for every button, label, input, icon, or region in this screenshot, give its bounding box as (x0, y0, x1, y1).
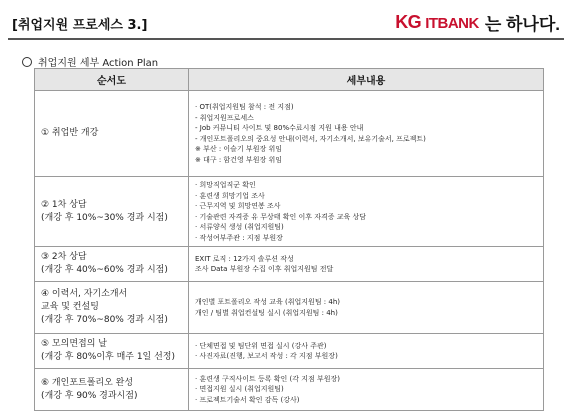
table-body (35, 91, 544, 411)
brand-tagline: 는 하나다. (484, 15, 560, 34)
detail-line: · 사진자료(진행, 보고서 작성 : 각 지점 부원장) (195, 352, 338, 360)
stage-text: (개강 후 40%~60% 경과 시점) (41, 265, 168, 275)
stage-cell (35, 247, 189, 282)
detail-line: 조사 Data 부원장 수집 이후 취업지원팀 전달 (195, 265, 334, 273)
detail-line: · 훈련생 희망기업 조사 (195, 191, 265, 200)
detail-line: - 개인포트폴리오의 중요성 안내(이력서, 자기소개서, 보유기술서, 프로젝트) (195, 134, 426, 143)
detail-line: · 기술관련 자격증 유 무상태 확인 이후 자격증 교육 상담 (195, 212, 367, 221)
logo-kg: KG (395, 12, 422, 32)
stage-text: ⑤ 모의면접의 날 (41, 339, 107, 349)
stage-text: (개강 후 70%~80% 경과 시점) (41, 315, 168, 325)
section-heading (22, 54, 158, 69)
logo-itbank: ITBANK (425, 15, 479, 32)
table-row (35, 91, 544, 177)
stage-text: (개강 후 90% 경과시점) (41, 390, 138, 401)
section-title: 취업지원 세부 Action Plan (38, 58, 159, 69)
stage-cell (35, 369, 189, 411)
detail-cell (189, 369, 544, 411)
page-title: [취업지원 프로세스 3.] (12, 18, 148, 33)
stage-text: ③ 2차 상담 (41, 252, 87, 262)
detail-line: - Job 커뮤니티 사이트 및 80%수료시점 지원 내용 안내 (195, 124, 364, 132)
detail-line: · 훈련생 구직사이트 등록 확인 (각 지점 부원장) (195, 374, 340, 383)
action-plan-table (34, 68, 544, 411)
detail-line: · 작성여부주관 : 지점 부원장 (195, 233, 283, 242)
detail-line: · 단체면접 및 팀단위 면접 실시 (강사 주관) (195, 341, 327, 350)
detail-line: · 면접지원 실시 (취업지원팀) (195, 385, 284, 394)
stage-text: ④ 이력서, 자기소개서 (41, 289, 128, 299)
detail-cell (189, 247, 544, 282)
stage-text: ① 취업반 개강 (41, 128, 99, 138)
table-row (35, 177, 544, 247)
brand-logo (395, 10, 560, 35)
detail-line: EXIT 로직 : 12가지 솔루션 작성 (195, 254, 294, 263)
detail-cell (189, 334, 544, 369)
detail-line: - 취업지원프로세스 (195, 113, 254, 122)
stage-text: (개강 후 10%~30% 경과 시점) (41, 212, 168, 223)
page-header (0, 0, 572, 48)
stage-cell (35, 177, 189, 247)
detail-line: 개인별 포트폴리오 작성 교육 (취업지원팀 : 4h) (195, 298, 341, 306)
detail-line: · 서류양식 생성 (취업지원팀) (195, 223, 284, 231)
stage-text: (개강 후 80%이후 매주 1일 선정) (41, 352, 175, 362)
table-row (35, 369, 544, 411)
table-row (35, 334, 544, 369)
detail-line: · OT(취업지원팀 참석 : 전 지점) (195, 103, 294, 111)
detail-line: ※ 부산 : 이슬기 부원장 위임 (195, 145, 282, 153)
detail-cell (189, 91, 544, 177)
stage-cell (35, 334, 189, 369)
stage-cell (35, 282, 189, 334)
detail-line: · 근무지역 및 희망연봉 조사 (195, 202, 281, 210)
stage-text: ② 1차 상담 (41, 199, 87, 210)
detail-line: ※ 대구 : 함건영 부원장 위임 (195, 155, 282, 164)
table-row (35, 282, 544, 334)
detail-line: · 희망직업직군 확인 (195, 181, 256, 189)
stage-cell (35, 91, 189, 177)
detail-line: · 프로젝트기술서 확인 감독 (강사) (195, 395, 300, 404)
detail-line: 개인 / 팀별 취업컨설팅 실시 (취업지원팀 : 4h) (195, 308, 338, 317)
kg-itbank-logo (395, 12, 479, 33)
table-header-row (35, 69, 544, 91)
table-row (35, 247, 544, 282)
column-header-order: 순서도 (35, 69, 189, 91)
column-header-details: 세부내용 (189, 69, 544, 91)
detail-cell (189, 282, 544, 334)
detail-cell (189, 177, 544, 247)
circle-bullet-icon (22, 57, 32, 67)
stage-text: ⑥ 개인포트폴리오 완성 (41, 377, 134, 388)
header-divider (8, 38, 564, 40)
stage-text: 교육 및 컨설팅 (41, 302, 99, 312)
